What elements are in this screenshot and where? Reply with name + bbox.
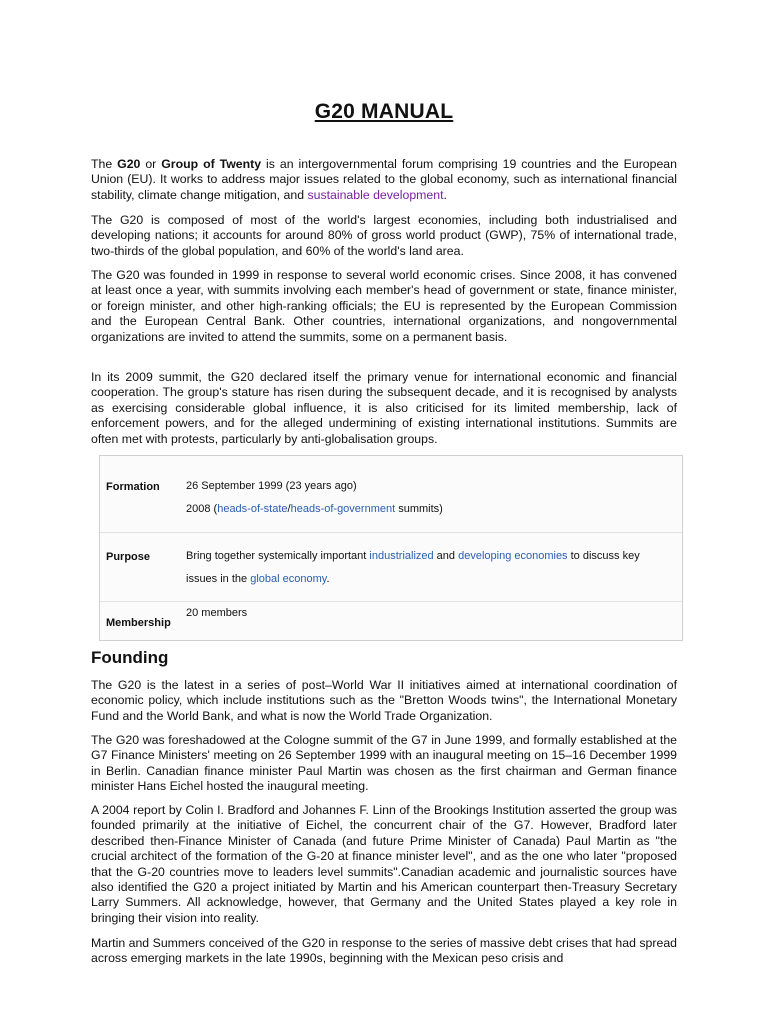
intro-paragraph-1	[91, 157, 677, 203]
infobox-row-purpose	[100, 532, 682, 602]
intro-paragraph-4: In its 2009 summit, the G20 declared itself the primary venue for international economic and financial cooperation. The group's stature has risen during the subsequent decade, and it is recognised by analysts as exercising considerable global influence, it is also criticised for its limited membership, lack of enforcement powers, and for the alleged undermining of existing international institutions. Summits are often met with protests, particularly by anti-globalisation groups.	[91, 370, 677, 446]
text: or	[140, 157, 162, 171]
infobox-value-formation	[186, 475, 666, 521]
text: issues in the	[186, 573, 251, 585]
text: is an intergovernmental forum comprising 19 countries and the European Union (EU). It works to address major issues related to the global economy, such as international financial stability, climate change mitigation, and	[91, 157, 677, 202]
founding-paragraph-4: Martin and Summers conceived of the G20 in response to the series of massive debt crises that had spread across emerging markets in the late 1990s, beginning with the Mexican peso crisis and	[91, 936, 677, 966]
intro-paragraph-3: The G20 was founded in 1999 in response to several world economic crises. Since 2008, it has convened at least once a year, with summits involving each member's head of government or state, finance minister, or foreign minister, and other high-ranking officials; the EU is represented by the European Commission and the European Central Bank. Other countries, international organizations, and nongovernmental organizations are invited to attend the summits, some on a permanent basis.	[91, 268, 677, 344]
text: and	[433, 550, 459, 562]
text: The	[91, 157, 118, 171]
bold-term-group-of-twenty: Group of Twenty	[161, 157, 262, 171]
section-heading-founding: Founding	[91, 648, 169, 667]
link-sustainable-development[interactable]: sustainable development	[307, 187, 444, 202]
text: .	[443, 187, 447, 202]
infobox-label-membership: Membership	[106, 617, 171, 629]
link-developing-economies[interactable]: developing economies	[458, 550, 568, 562]
bold-term-g20: G20	[117, 157, 141, 171]
text: Bring together systemically important	[186, 550, 370, 562]
text: to discuss key	[567, 550, 640, 562]
page-title: G20 MANUAL	[314, 100, 454, 123]
infobox-row-membership	[100, 601, 682, 641]
link-industrialized[interactable]: industrialized	[369, 550, 434, 562]
infobox-table	[99, 455, 683, 641]
formation-summits	[186, 498, 666, 521]
link-heads-of-government[interactable]: heads-of-government	[290, 503, 396, 515]
infobox-label-purpose: Purpose	[106, 551, 151, 563]
founding-paragraph-1: The G20 is the latest in a series of post–World War II initiatives aimed at international coordination of economic policy, which include institutions such as the "Bretton Woods twins", the International Monetary Fund and the World Bank, and what is now the World Trade Organization.	[91, 678, 677, 723]
infobox-value-membership: 20 members	[186, 607, 248, 619]
text: 2008 (	[186, 503, 218, 515]
text: summits)	[395, 503, 443, 515]
founding-paragraph-2: The G20 was foreshadowed at the Cologne summit of the G7 in June 1999, and formally established at the G7 Finance Ministers' meeting on 26 September 1999 with an inaugural meeting on 15–16 December 1999 in Berlin. Canadian finance minister Paul Martin was chosen as the first chairman and German finance minister Hans Eichel hosted the inaugural meeting.	[91, 733, 677, 794]
infobox-value-purpose	[186, 545, 666, 591]
infobox-row-formation	[100, 456, 682, 532]
formation-date: 26 September 1999 (23 years ago)	[186, 480, 357, 492]
text: .	[326, 573, 330, 585]
text: /	[287, 503, 291, 515]
link-global-economy[interactable]: global economy	[250, 573, 327, 585]
link-heads-of-state[interactable]: heads-of-state	[217, 503, 288, 515]
infobox-label-formation: Formation	[106, 481, 160, 493]
intro-paragraph-2: The G20 is composed of most of the world's largest economies, including both industrialised and developing nations; it accounts for around 80% of gross world product (GWP), 75% of international trade, two-thirds of the global population, and 60% of the world's land area.	[91, 213, 677, 258]
purpose-line-1	[186, 545, 666, 568]
founding-paragraph-3: A 2004 report by Colin I. Bradford and Johannes F. Linn of the Brookings Institution asserted the group was founded primarily at the initiative of Eichel, the concurrent chair of the G7. However, Bradford later described then-Finance Minister of Canada (and future Prime Minister of Canada) Paul Martin as "the crucial architect of the formation of the G-20 at finance minister level", and as the one who later "proposed that the G-20 countries move to leaders level summits".Canadian academic and journalistic sources have also identified the G20 a project initiated by Martin and his American counterpart then-Treasury Secretary Larry Summers. All acknowledge, however, that Germany and the United States played a key role in bringing their vision into reality.	[91, 803, 677, 925]
purpose-line-2	[186, 568, 666, 591]
